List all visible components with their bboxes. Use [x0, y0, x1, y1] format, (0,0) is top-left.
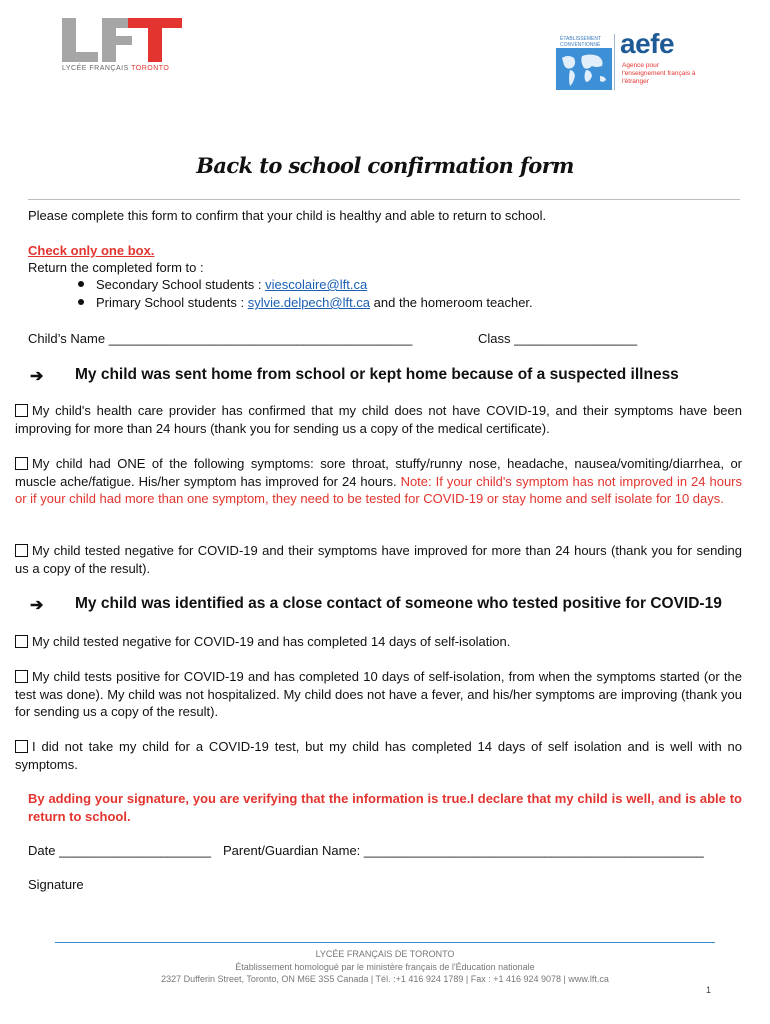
option-text: My child tests positive for COVID-19 and has completed 10 days of self-isolation, from when the symptoms started (or the test was done). My child was not hospitalized. My child does not have a fever, and his/her symptoms are improving (thank you for sending us a copy of the result). — [15, 669, 742, 719]
world-map-icon — [556, 48, 612, 90]
section2-option1 — [15, 633, 742, 651]
checkbox[interactable] — [15, 544, 28, 557]
footer-school-name: LYCÉE FRANÇAIS DE TORONTO — [315, 949, 455, 959]
checkbox[interactable] — [15, 635, 28, 648]
option-text: I did not take my child for a COVID-19 test, but my child has completed 14 days of self isolation and is well with no symptoms. — [15, 739, 742, 772]
lft-caption-a: LYCÉE FRANÇAIS — [62, 65, 129, 72]
option-text: My child tested negative for COVID-19 and their symptoms have improved for more than 24 hours (thank you for sending us a copy of the result). — [15, 543, 742, 576]
email-link-primary[interactable]: sylvie.delpech@lft.ca — [247, 295, 371, 310]
section1-option3 — [15, 542, 742, 577]
section2-option2 — [15, 668, 742, 721]
title-divider — [28, 199, 740, 200]
section2-heading: My child was identified as a close contact of someone who tested positive for COVID-19 — [75, 595, 722, 612]
page-title: Back to school confirmation form — [196, 153, 574, 178]
bullet-icon — [78, 299, 84, 305]
child-name-field[interactable] — [28, 330, 412, 348]
section1-option1 — [15, 402, 742, 437]
footer-address: 2327 Dufferin Street, Toronto, ON M6E 3S5 Canada | Tél. :+1 416 924 1789 | Fax : +1 416 924 9078 | www.lft.ca — [161, 974, 609, 984]
lft-caption-b: TORONTO — [131, 65, 170, 72]
option-note: Note: If your child's symptom has not improved in 24 hours or if your child had more than one symptom, they need to be tested for COVID-19 or stay home and self isolate for 10 days. — [15, 473, 743, 506]
section1-option2 — [15, 455, 742, 508]
recipient-label: Secondary School students : — [96, 277, 266, 292]
date-label: Date — [28, 843, 56, 858]
date-line[interactable]: _____________________ — [59, 843, 211, 858]
lft-caption — [62, 65, 169, 72]
aefe-subtitle: Agence pour l'enseignement français à l'étranger — [622, 62, 696, 85]
recipient-label: Primary School students : — [96, 295, 248, 310]
checkbox[interactable] — [15, 404, 28, 417]
child-name-label: Child’s Name — [28, 331, 106, 346]
date-field[interactable] — [28, 842, 211, 860]
declaration-text: By adding your signature, you are verifying that the information is true.I declare that my child is well, and is able to return to school. — [28, 791, 742, 824]
class-line[interactable]: _________________ — [514, 331, 638, 346]
checkbox[interactable] — [15, 670, 28, 683]
child-name-line[interactable]: __________________________________________ — [108, 331, 413, 346]
aefe-wordmark: aefe — [620, 28, 675, 59]
checkbox[interactable] — [15, 457, 28, 470]
checkbox[interactable] — [15, 740, 28, 753]
arrow-icon: ➔ — [30, 597, 44, 614]
intro-text: Please complete this form to confirm that your child is healthy and able to return to school. — [28, 208, 547, 223]
return-to-text: Return the completed form to : — [28, 260, 204, 275]
guardian-label: Parent/Guardian Name: — [223, 843, 361, 858]
recipient-primary — [78, 294, 533, 312]
check-one-instruction: Check only one box. — [28, 243, 155, 258]
option-text: My child had ONE of the following symptoms: sore throat, stuffy/runny nose, headache, nausea/vomiting/diarrhea, or muscle ache/fatigue. His/her symptom has improved for 24 hours. — [15, 456, 742, 489]
section1-heading: My child was sent home from school or kept home because of a suspected illness — [75, 366, 679, 383]
aefe-small-text: ÉTABLISSEMENT CONVENTIONNÉ — [560, 36, 601, 48]
page-number: 1 — [706, 985, 712, 995]
section2-option3 — [15, 738, 742, 773]
option-text: My child tested negative for COVID-19 and has completed 14 days of self-isolation. — [32, 634, 511, 649]
email-link-secondary[interactable]: viescolaire@lft.ca — [265, 277, 368, 292]
option-text: My child's health care provider has confirmed that my child does not have COVID-19, and their symptoms have been improving for more than 24 hours (thank you for sending us a copy of the medical certificate). — [15, 403, 742, 436]
signature-label: Signature — [28, 877, 84, 892]
recipient-suffix: and the homeroom teacher. — [370, 295, 533, 310]
arrow-icon: ➔ — [30, 368, 44, 385]
bullet-icon — [78, 281, 84, 287]
aefe-divider — [614, 34, 615, 90]
guardian-field[interactable] — [223, 842, 704, 860]
class-field[interactable] — [478, 330, 637, 348]
class-label: Class — [478, 331, 511, 346]
guardian-line[interactable]: _______________________________________________ — [363, 843, 704, 858]
footer-divider — [55, 942, 715, 943]
recipient-secondary — [78, 276, 367, 294]
footer-accreditation: Établissement homologué par le ministère français de l'Éducation nationale — [235, 962, 535, 972]
